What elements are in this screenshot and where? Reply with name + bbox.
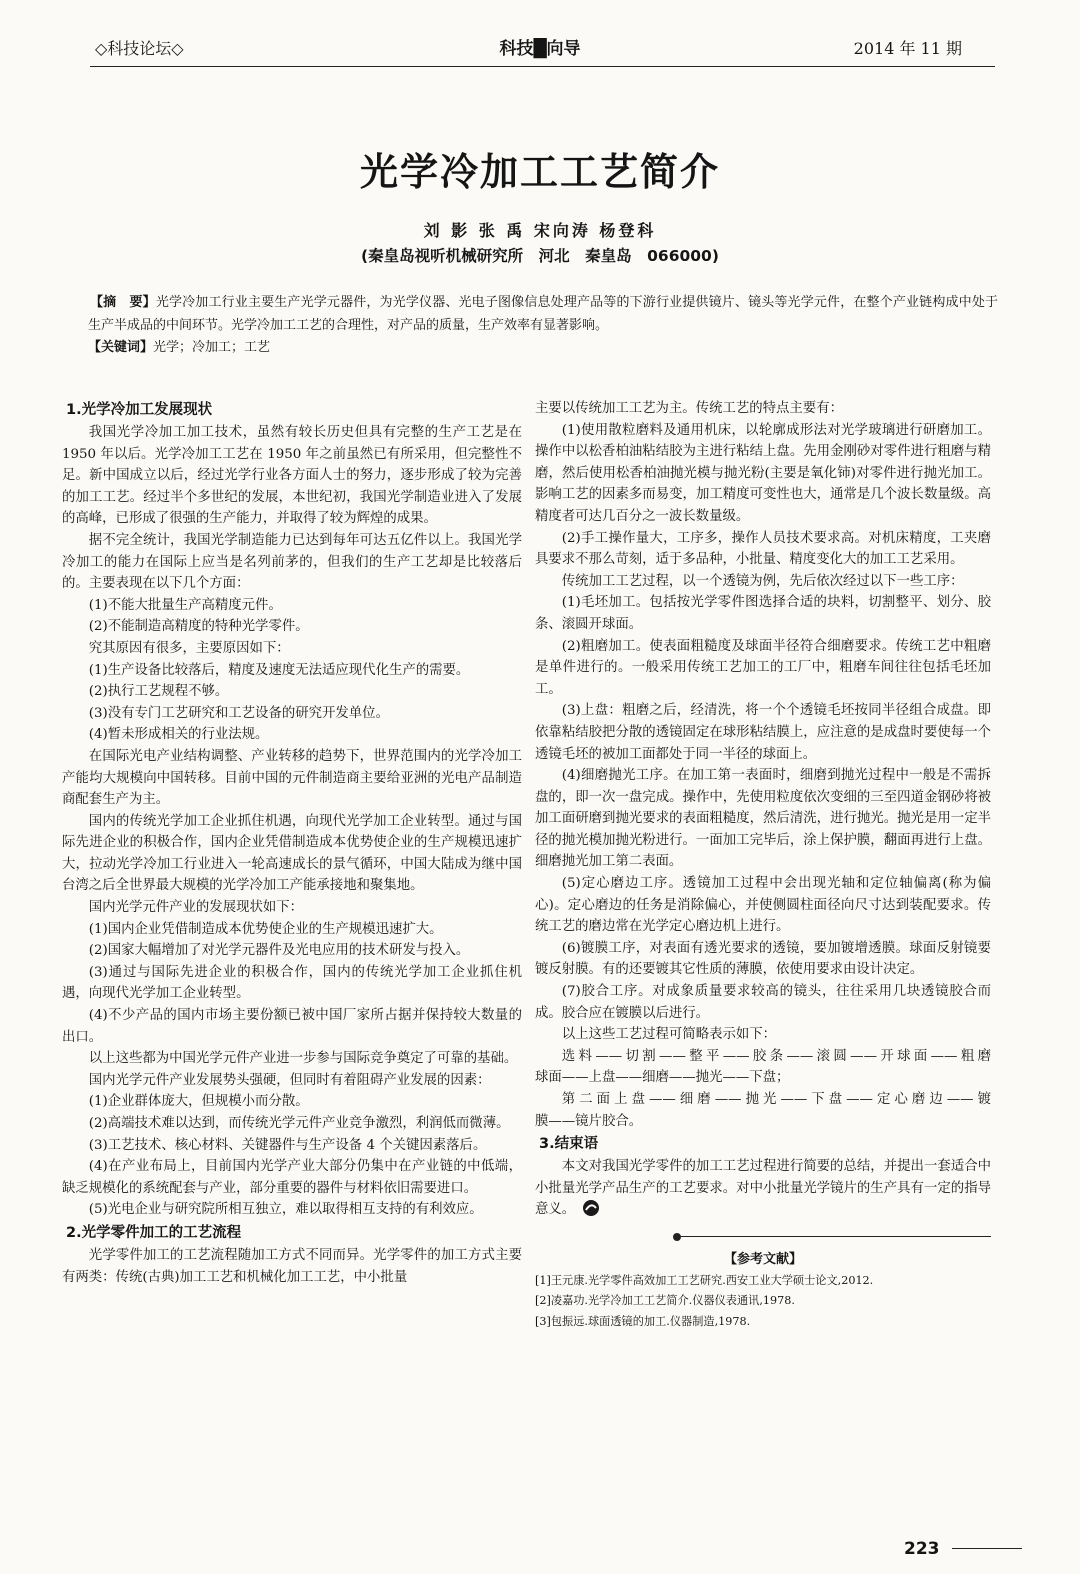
paragraph: (1)不能大批量生产高精度元件。 xyxy=(88,597,282,613)
paragraph: (1)国内企业凭借制造成本优势使企业的生产规模迅速扩大。 xyxy=(88,921,443,937)
separator-dot xyxy=(673,1233,681,1241)
paragraph: 选料——切割——整平——胶条——滚圆——开球面——粗磨 xyxy=(561,1048,991,1064)
paragraph: (5)光电企业与研究院所相互独立，难以取得相互支持的有利效应。 xyxy=(88,1202,483,1218)
references-separator xyxy=(535,1227,991,1249)
paragraph: (3)上盘：粗磨之后，经清洗，将一个个透镜毛坯按同半径组合成盘。即依靠粘结胶把分散的透镜固定在球形粘结膜上，应注意的是成盘时要使每一个透镜毛坯的被加工面都处于同一半径的球面上。 xyxy=(535,703,991,762)
paragraph: (3)通过与国际先进企业的积极合作，国内的传统光学加工企业抓住机遇，向现代光学加工企业转型。 xyxy=(62,964,522,1002)
paragraph: (1)企业群体庞大，但规模小而分散。 xyxy=(88,1094,309,1110)
affiliation: (秦皇岛视听机械研究所 河北 秦皇岛 066000) xyxy=(361,247,719,265)
paragraph: (2)国家大幅增加了对光学元器件及光电应用的技术研发与投入。 xyxy=(88,943,470,959)
section-heading: 1.光学冷加工发展现状 xyxy=(66,402,213,418)
reference-item: [1]王元康.光学零件高效加工工艺研究.西安工业大学硕士论文,2012. xyxy=(535,1273,874,1287)
abstract-label: 【摘 要】 xyxy=(90,295,156,310)
paragraph: (5)定心磨边工序。透镜加工过程中会出现光轴和定位轴偏离(称为偏心)。定心磨边的任务是消除偏心，并使侧圆柱面径向尺寸达到装配要求。传统工艺的磨边常在光学定心磨边机上进行。 xyxy=(535,876,991,935)
paragraph: (2)手工操作量大，工序多，操作人员技术要求高。对机床精度，工夹磨具要求不那么苛刻，适于多品种，小批量、精度变化大的加工工艺采用。 xyxy=(535,530,991,568)
header-issue: 2014 年 11 期 xyxy=(853,39,962,58)
paragraph: (1)毛坯加工。包括按光学零件图选择合适的块料，切割整平、划分、胶条、滚圆开球面。 xyxy=(535,595,991,632)
paragraph: 在国际光电产业结构调整、产业转移的趋势下，世界范围内的光学冷加工产能均大规模向中国转移。目前中国的元件制造商主要给亚洲的光电产品制造商配套生产为主。 xyxy=(62,748,522,808)
reference-item: [3]包振远.球面透镜的加工.仪器制造,1978. xyxy=(535,1314,751,1328)
paragraph: 国内光学元件产业的发展现状如下： xyxy=(88,900,304,916)
references-list xyxy=(535,1271,991,1333)
header-section: ◇科技论坛◇ xyxy=(95,39,184,58)
paragraph: (3)工艺技术、核心材料、关键器件与生产设备 4 个关键因素落后。 xyxy=(88,1137,487,1153)
paragraph: 球面——上盘——细磨——抛光——下盘； xyxy=(535,1070,790,1086)
abstract xyxy=(88,291,998,337)
paragraph: (3)没有专门工艺研究和工艺设备的研究开发单位。 xyxy=(88,705,389,721)
references-title: 【参考文献】 xyxy=(723,1251,802,1267)
page-number: 223 xyxy=(904,1539,940,1559)
paragraph: (4)细磨抛光工序。在加工第一表面时，细磨到抛光过程中一般是不需拆盘的，即一次一盘完成。操作中，先使用粒度依次变细的三至四道金钢砂将被加工面研磨到抛光要求的表面粗糙度，然后清洗，进行抛光。抛光是用一定半径的抛光模加抛光粉进行。一面加工完毕后，涂上保护膜，翻面再进行上盘。细磨抛光加工第二表面。 xyxy=(535,768,991,870)
left-column xyxy=(62,398,522,1288)
paragraph: (2)粗磨加工。使表面粗糙度及球面半径符合细磨要求。传统工艺中粗磨是单件进行的。一般采用传统工艺加工的工厂中，粗磨车间往往包括毛坯加工。 xyxy=(535,638,991,697)
paragraph: (1)使用散粒磨料及通用机床，以轮廓成形法对光学玻璃进行研磨加工。操作中以松香柏油粘结胶为主进行粘结上盘。先用金刚砂对零件进行粗磨与精磨，然后使用松香柏油抛光模与抛光粉(主要是氧化铈)对零件进行抛光加工。影响工艺的因素多而易变，加工精度可变性也大，通常是几个波长数量级。高精度者可达几百分之一波长数量级。 xyxy=(535,422,991,524)
paragraph: (2)不能制造高精度的特种光学零件。 xyxy=(88,619,309,635)
authors: 刘 影 张 禹 宋向涛 杨登科 xyxy=(423,221,657,240)
abstract-text: 光学冷加工行业主要生产光学元器件，为光学仪器、光电子图像信息处理产品等的下游行业提供镜片、镜头等光学元件，在整个产业链构成中处于生产半成品的中间环节。光学冷加工工艺的合理性，对产品的质量，生产效率有显著影响。 xyxy=(88,295,998,333)
paragraph: 据不完全统计，我国光学制造能力已达到每年可达五亿件以上。我国光学冷加工的能力在国际上应当是名列前茅的，但我们的生产工艺却是比较落后的。主要表现在以下几个方面： xyxy=(62,532,522,592)
separator-line xyxy=(681,1236,991,1237)
paragraph: (4)不少产品的国内市场主要份额已被中国厂家所占据并保持较大数量的出口。 xyxy=(62,1008,522,1045)
end-mark-icon xyxy=(581,1199,601,1217)
paragraph: (7)胶合工序。对成象质量要求较高的镜头，往往采用几块透镜胶合而成。胶合应在镀膜以后进行。 xyxy=(535,984,991,1021)
reference-item: [2]凌嘉功.光学冷加工工艺简介.仪器仪表通讯,1978. xyxy=(535,1294,795,1308)
header-journal: 科技█向导 xyxy=(499,39,581,59)
paragraph: (4)暂未形成相关的行业法规。 xyxy=(88,727,269,743)
section-heading: 3.结束语 xyxy=(539,1136,599,1153)
article-title: 光学冷加工工艺简介 xyxy=(359,149,720,194)
right-column xyxy=(535,398,991,1332)
paragraph: 传统加工工艺过程，以一个透镜为例，先后依次经过以下一些工序： xyxy=(561,573,964,589)
paragraph: 光学零件加工的工艺流程随加工方式不同而异。光学零件的加工方式主要有两类：传统(古典)加工工艺和机械化加工工艺，中小批量 xyxy=(62,1247,522,1285)
keywords-label: 【关键词】 xyxy=(88,340,154,355)
paragraph: (2)高端技术难以达到，而传统光学元件产业竞争激烈，利润低而微薄。 xyxy=(88,1116,510,1131)
paragraph: (4)在产业布局上，目前国内光学产业大部分仍集中在产业链的中低端，缺乏规模化的系统配套与产业，部分重要的器件与材料依旧需要进口。 xyxy=(62,1159,522,1196)
paragraph: (6)镀膜工序，对表面有透光要求的透镜，要加镀增透膜。球面反射镜要镀反射膜。有的还要镀其它性质的薄膜，依使用要求由设计决定。 xyxy=(535,940,991,978)
page-number-rule xyxy=(952,1548,1022,1549)
paragraph: 主要以传统加工工艺为主。传统工艺的特点主要有： xyxy=(535,401,843,416)
paragraph: 国内的传统光学加工企业抓住机遇，向现代光学加工企业转型。通过与国际先进企业的积极合作，国内企业凭借制造成本优势使企业的生产规模迅速扩大，拉动光学冷加工行业进入一轮高速成长的景气循环，中国大陆成为继中国台湾之后全世界最大规模的光学冷加工产能承接地和聚集地。 xyxy=(62,813,522,894)
paragraph: 我国光学冷加工加工技术，虽然有较长历史但具有完整的生产工艺是在 1950 年以后。光学冷加工工艺在 1950 年之前虽然已有所采用，但完整性不足。新中国成立以后，经过光学行业各方面人士的努力，逐步形成了较为完善的加工工艺。经过半个多世纪的发展，本世纪初，我国光学制造业进入了发展的高峰，已形成了很强的生产能力，并取得了较为辉煌的成果。 xyxy=(62,425,522,527)
paragraph: (1)生产设备比较落后，精度及速度无法适应现代化生产的需要。 xyxy=(88,662,470,678)
paragraph: 以上这些工艺过程可简略表示如下： xyxy=(561,1027,777,1043)
keywords xyxy=(88,338,998,358)
keywords-text: 光学；冷加工；工艺 xyxy=(153,340,271,355)
header-rule xyxy=(90,66,995,67)
paragraph: 本文对我国光学零件的加工工艺过程进行简要的总结，并提出一套适合中小批量光学产品生产的工艺要求。对中小批量光学镜片的生产具有一定的指导意义。 xyxy=(535,1159,991,1218)
right-column-body xyxy=(535,398,991,1221)
paragraph: 第二面上盘——细磨——抛光——下盘——定心磨边——镀 xyxy=(561,1092,991,1107)
paragraph: 究其原因有很多，主要原因如下： xyxy=(88,640,290,656)
paragraph: 国内光学元件产业发展势头强硬，但同时有着阻碍产业发展的因素： xyxy=(88,1072,491,1088)
section-heading: 2.光学零件加工的工艺流程 xyxy=(66,1224,242,1241)
paragraph: (2)执行工艺规程不够。 xyxy=(88,684,229,700)
paragraph: 以上这些都为中国光学元件产业进一步参与国际竞争奠定了可靠的基础。 xyxy=(88,1051,518,1067)
paragraph: 膜——镜片胶合。 xyxy=(535,1113,643,1129)
